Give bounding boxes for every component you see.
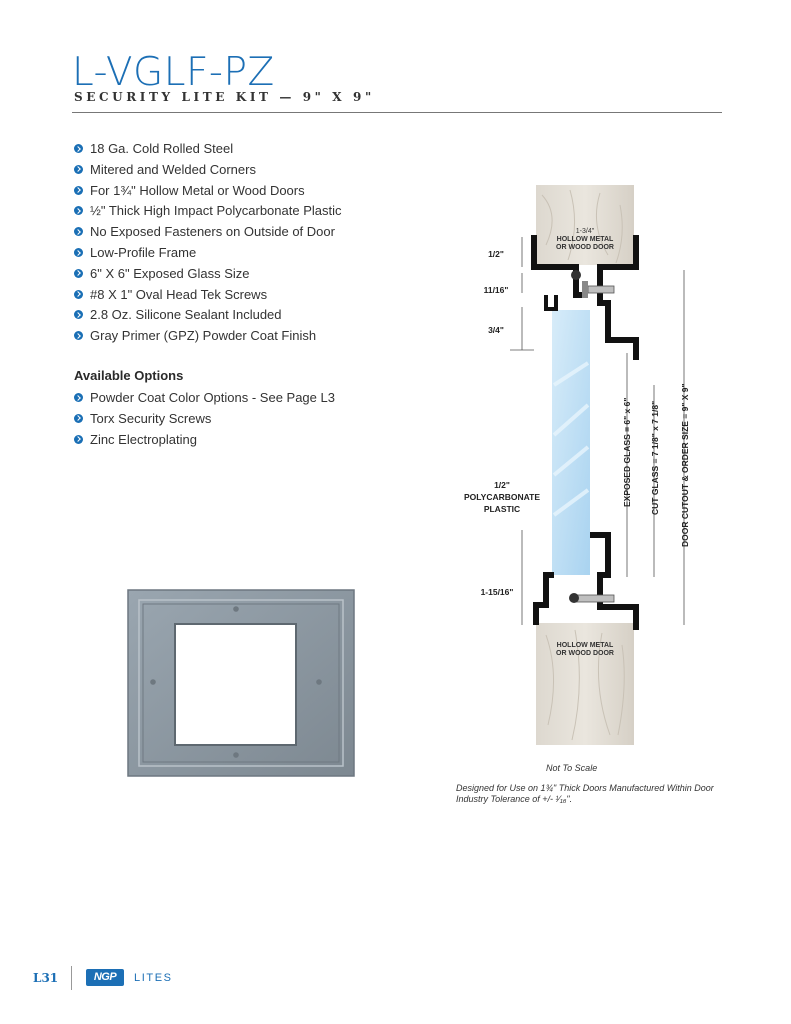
screw-icon <box>233 606 239 612</box>
feature-item: #8 X 1" Oval Head Tek Screws <box>74 285 342 306</box>
feature-item: 18 Ga. Cold Rolled Steel <box>74 139 342 160</box>
screw-icon <box>316 679 322 685</box>
polycarbonate-label: POLYCARBONATE <box>463 492 541 502</box>
frame-product-image <box>126 588 356 778</box>
option-item: Powder Coat Color Options - See Page L3 <box>74 388 335 409</box>
dimension-label: 1-15/16" <box>480 587 514 597</box>
option-item: Zinc Electroplating <box>74 430 335 451</box>
section-label: LITES <box>134 972 173 984</box>
scale-note: Not To Scale <box>546 763 598 773</box>
polycarbonate-label: 1/2" <box>494 480 510 490</box>
option-item: Torx Security Screws <box>74 409 335 430</box>
feature-item: Low-Profile Frame <box>74 243 342 264</box>
chevron-bullet-icon <box>74 206 83 215</box>
door-top-dim-label: 1-3/4" <box>575 228 595 235</box>
chevron-bullet-icon <box>74 165 83 174</box>
polycarbonate-label: PLASTIC <box>483 504 521 514</box>
chevron-bullet-icon <box>74 290 83 299</box>
screw-icon <box>150 679 156 685</box>
cut-glass-label: CUT GLASS = 7 1/8" x 7 1/8" <box>650 400 660 515</box>
feature-item: Mitered and Welded Corners <box>74 160 342 181</box>
frame-profile-inner <box>590 535 636 630</box>
chevron-bullet-icon <box>74 269 83 278</box>
screw-icon <box>233 752 239 758</box>
ngp-logo: NGP <box>86 969 124 986</box>
page-number: L31 <box>33 971 59 985</box>
door-top-label: HOLLOW METAL <box>556 236 614 243</box>
screw-icon <box>588 286 614 293</box>
feature-item: For 1¾" Hollow Metal or Wood Doors <box>74 181 342 202</box>
feature-item: 2.8 Oz. Silicone Sealant Included <box>74 305 342 326</box>
product-subtitle: SECURITY LITE KIT — 9" X 9" <box>74 90 375 104</box>
chevron-bullet-icon <box>74 435 83 444</box>
frame-profile-outer <box>536 575 554 625</box>
designed-note: Designed for Use on 1¾" Thick Doors Manufactured Within Door Industry Tolerance of +/- ¹⁄₁₆". <box>456 783 714 804</box>
dimension-label: 3/4" <box>488 325 504 335</box>
dimension-label: 11/16" <box>483 285 509 295</box>
title-divider <box>72 112 722 113</box>
chevron-bullet-icon <box>74 248 83 257</box>
chevron-bullet-icon <box>74 227 83 236</box>
dimension-label: 1/2" <box>488 249 504 259</box>
feature-item: No Exposed Fasteners on Outside of Door <box>74 222 342 243</box>
feature-item: 6" X 6" Exposed Glass Size <box>74 264 342 285</box>
chevron-bullet-icon <box>74 186 83 195</box>
options-list <box>74 388 335 450</box>
chevron-bullet-icon <box>74 331 83 340</box>
chevron-bullet-icon <box>74 310 83 319</box>
polycarbonate-glass <box>552 310 590 575</box>
chevron-bullet-icon <box>74 393 83 402</box>
cross-section-diagram <box>450 185 710 745</box>
door-cutout-label: DOOR CUTOUT & ORDER SIZE = 9" X 9" <box>680 383 690 547</box>
door-bottom-label: OR WOOD DOOR <box>556 650 614 657</box>
exposed-glass-label: EXPOSED GLASS = 6" x 6" <box>622 397 632 507</box>
feature-item: ½" Thick High Impact Polycarbonate Plastic <box>74 201 342 222</box>
door-top-label: OR WOOD DOOR <box>556 244 614 251</box>
chevron-bullet-icon <box>74 414 83 423</box>
footer-divider <box>71 966 72 990</box>
options-heading: Available Options <box>74 368 184 383</box>
feature-list <box>74 139 342 347</box>
feature-item: Gray Primer (GPZ) Powder Coat Finish <box>74 326 342 347</box>
chevron-bullet-icon <box>74 144 83 153</box>
product-title: L-VGLF-PZ <box>72 50 275 95</box>
door-bottom-label: HOLLOW METAL <box>556 642 614 649</box>
screw-icon <box>574 595 614 602</box>
